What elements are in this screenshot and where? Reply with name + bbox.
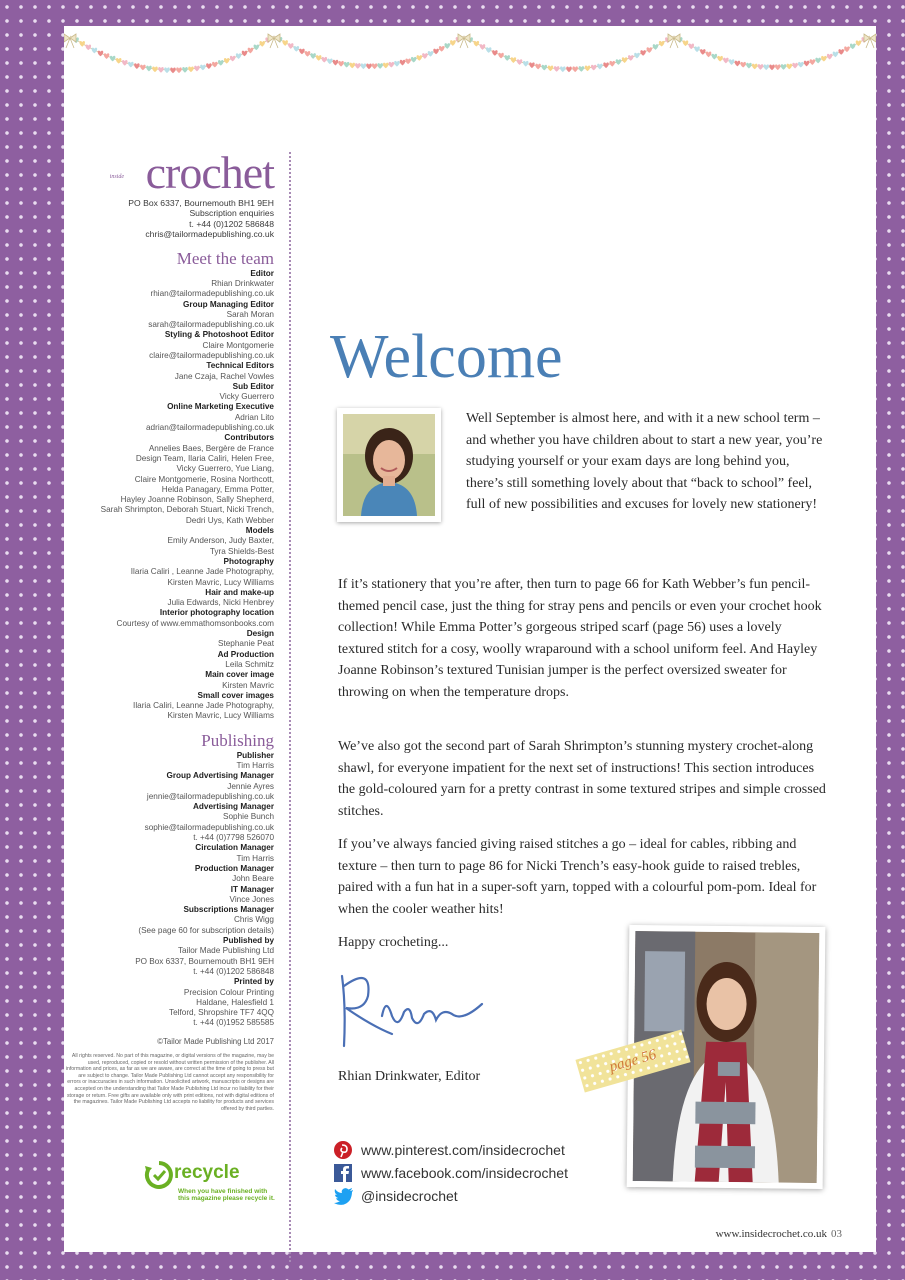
credit-line: Courtesy of www.emmathomsonbooks.com [116,618,274,628]
credit-line: Precision Colour Printing [183,987,274,997]
credit-line: Sarah Moran [226,309,274,319]
twitter-link[interactable] [334,1185,458,1207]
logo [64,147,274,198]
credit-line: Dedri Uys, Kath Webber [185,515,274,525]
credit-role: Design [246,629,274,639]
pinterest-icon [334,1141,352,1159]
credit-line[interactable]: adrian@tailormadepublishing.co.uk [145,423,274,433]
credit-role: Advertising Manager [193,802,274,812]
credit-line: Chris Wigg [233,915,274,925]
credit-line: Kirsten Mavric, Lucy Williams [167,577,274,587]
credit-role: Printed by [233,977,274,987]
footer-url[interactable]: www.insidecrochet.co.uk [715,1228,827,1240]
credit-role: Subscriptions Manager [183,905,274,915]
legal-notice: All rights reserved. No part of this magazine, or digital versions of the magazine, may be used, reproduced, copied or resold without written permission of the publisher. All information and prices, as far as we are aware, are correct at the time of going to press but are subject to change. Tailor Made Publishing Ltd cannot accept any responsibility for errors or inaccuracies in such information. Unsolicited artwork, manuscripts or designs are accepted on the understanding that Tailor Made Publishing Ltd incur no liability for their storage or return. Free gifts are available only with print editions, not with digital editions of the magazines. Tailor Made Publishing Ltd accepts no liability for products and services offered by third parties. [65,1053,274,1112]
handwritten-signature [332,956,512,1056]
intro-paragraph: Well September is almost here, and with it a new school term – and whether you have children about to start a new year, you’re studying yourself or your exam days are long behind you, there’s still something lovely about that “back to school” feel, full of new possibilities and excuses for lovely new stationery! [466,411,823,512]
team-heading: Meet the team [176,248,274,268]
publishing-list [64,751,274,1029]
facebook-url[interactable]: www.facebook.com/insidecrochet [361,1165,568,1181]
credit-line: Helda Panagary, Emma Potter, [161,484,274,494]
pinterest-link[interactable] [334,1139,565,1161]
credit-role: Group Advertising Manager [166,771,274,781]
column-divider [289,152,295,1262]
credit-role: Photography [223,556,274,566]
recycle-message-line: this magazine please recycle it. [178,1195,275,1203]
credit-line: t. +44 (0)1952 585585 [193,1018,274,1028]
credit-line: Leila Schmitz [225,659,274,669]
credit-line: Ilaria Caliri, Leanne Jade Photography, [133,701,274,711]
credit-line: Adrian Lito [234,412,274,422]
credit-line: Stephanie Peat [218,639,274,649]
page-tag: page 56 [575,1029,690,1092]
contact-line: Subscription enquiries [189,208,274,219]
recycle-badge [144,1158,284,1208]
page-number: 03 [831,1228,842,1240]
credit-line: Sarah Shrimpton, Deborah Stuart, Nicki Trench, [100,505,274,515]
credit-line: John Beare [232,874,274,884]
credit-line: t. +44 (0)1202 586848 [193,966,274,976]
credit-line: Emily Anderson, Judy Baxter, [167,536,274,546]
credit-line: Tim Harris [236,853,274,863]
credit-line: Vince Jones [229,894,274,904]
credit-role: Technical Editors [206,361,274,371]
credit-line: Design Team, Ilaria Caliri, Helen Free, [135,453,274,463]
credit-role: Small cover images [197,690,274,700]
recycle-word: recycle [174,1162,240,1183]
welcome-title: Welcome [330,323,563,391]
recycle-message [178,1188,275,1203]
credit-role: Editor [250,268,274,278]
credit-role: Hair and make-up [205,587,274,597]
credit-line: Claire Montgomerie [202,340,274,350]
credit-line: Vicky Guerrero [219,392,274,402]
credit-line: Sophie Bunch [223,812,274,822]
credit-role: Styling & Photoshoot Editor [164,330,274,340]
credit-line: t. +44 (0)7798 526070 [193,833,274,843]
credit-line: Vicky Guerrero, Yue Liang, [176,464,274,474]
signoff: Happy crocheting... [338,935,449,950]
credit-role: Main cover image [205,670,274,680]
credit-line: Julia Edwards, Nicki Henbrey [167,598,274,608]
contact-line: t. +44 (0)1202 586848 [189,218,274,229]
credit-line: Tyra Shields-Best [209,546,274,556]
team-list [64,269,274,722]
footer [716,1228,842,1240]
credit-line: Ilaria Caliri , Leanne Jade Photography, [130,567,274,577]
credit-role: Sub Editor [232,381,274,391]
twitter-handle[interactable]: @insidecrochet [361,1188,458,1204]
copyright: ©Tailor Made Publishing Ltd 2017 [157,1036,274,1046]
facebook-link[interactable] [334,1162,568,1184]
credit-role: Models [245,526,274,536]
credit-role: Interior photography location [159,608,274,618]
credit-line: Jennie Ayres [227,781,274,791]
credit-role: Production Manager [194,863,274,873]
logo-text: crochet [145,147,274,198]
recycle-icon [144,1160,174,1190]
credit-line: Hayley Joanne Robinson, Sally Shepherd, [120,495,274,505]
credit-role: Circulation Manager [195,843,274,853]
credit-line: PO Box 6337, Bournemouth BH1 9EH [135,956,274,966]
publishing-heading: Publishing [201,730,274,750]
paragraph: If it’s stationery that you’re after, then turn to page 66 for Kath Webber’s fun pencil-themed pencil case, just the thing for stray pens and pencils or even your crochet hook collection! While Emma Potter’s gorgeous striped scarf (page 56) uses a lovely textured stitch for a cosy, woolly wraparound with a school uniform feel. And Hayley Joanne Robinson’s textured Tunisian jumper is the perfect oversized sweater for throwing on when the temperature drops. [338,577,822,700]
credit-role: Group Managing Editor [183,299,274,309]
credit-role: Published by [223,936,274,946]
credit-line[interactable]: sarah@tailormadepublishing.co.uk [148,320,274,330]
recycle-message-line: When you have finished with [178,1188,268,1195]
credit-line: Tim Harris [236,760,274,770]
credit-line: Claire Montgomerie, Rosina Northcott, [134,474,274,484]
page-sheet [64,26,876,1252]
credit-line: Kirsten Mavric, Lucy Williams [167,711,274,721]
credit-line[interactable]: rhian@tailormadepublishing.co.uk [150,289,274,299]
bunting-garland [64,26,876,116]
credit-line[interactable]: sophie@tailormadepublishing.co.uk [144,822,274,832]
editor-photo [337,408,441,522]
credit-line: Haldane, Halesfield 1 [196,997,274,1007]
facebook-icon [334,1164,352,1182]
masthead-column [64,147,274,1112]
credit-line: Kirsten Mavric [222,680,274,690]
paragraph: We’ve also got the second part of Sarah Shrimpton’s stunning mystery crochet-along shawl, for everyone impatient for the next set of instructions! This section introduces the gold-coloured yarn for a pretty contrast in some textured stripes and simple crossed stitches. [338,739,826,819]
credit-line[interactable]: jennie@tailormadepublishing.co.uk [146,791,274,801]
credit-line: Annelies Baes, Bergère de France [148,443,274,453]
credit-role: IT Manager [230,884,274,894]
masthead-contact [64,198,274,240]
credit-role: Contributors [224,433,274,443]
credit-role: Publisher [236,750,274,760]
credit-line: Telford, Shropshire TF7 4QQ [169,1008,274,1018]
credit-line: (See page 60 for subscription details) [138,925,274,935]
twitter-icon [334,1187,352,1205]
signature-name: Rhian Drinkwater, Editor [338,1069,481,1084]
credit-line: Jane Czaja, Rachel Vowles [174,371,274,381]
logo-inside: inside [109,174,124,180]
contact-line: PO Box 6337, Bournemouth BH1 9EH [128,198,274,208]
paragraph: If you’ve always fancied giving raised stitches a go – ideal for cables, ribbing and texture – then turn to page 86 for Nicki Trench’s easy-hook guide to raised trebles, paired with a fun hat in a super-soft yarn, topped with a colourful pom-pom. Ideal for when the cooler weather hits! [338,837,817,917]
editor-portrait [343,414,435,516]
credit-line: Rhian Drinkwater [211,278,274,288]
contact-line[interactable]: chris@tailormadepublishing.co.uk [145,229,274,240]
credit-role: Online Marketing Executive [167,402,274,412]
pinterest-url[interactable]: www.pinterest.com/insidecrochet [361,1142,565,1158]
credit-line: Tailor Made Publishing Ltd [177,946,274,956]
credit-line[interactable]: claire@tailormadepublishing.co.uk [149,351,274,360]
credit-role: Ad Production [217,649,274,659]
